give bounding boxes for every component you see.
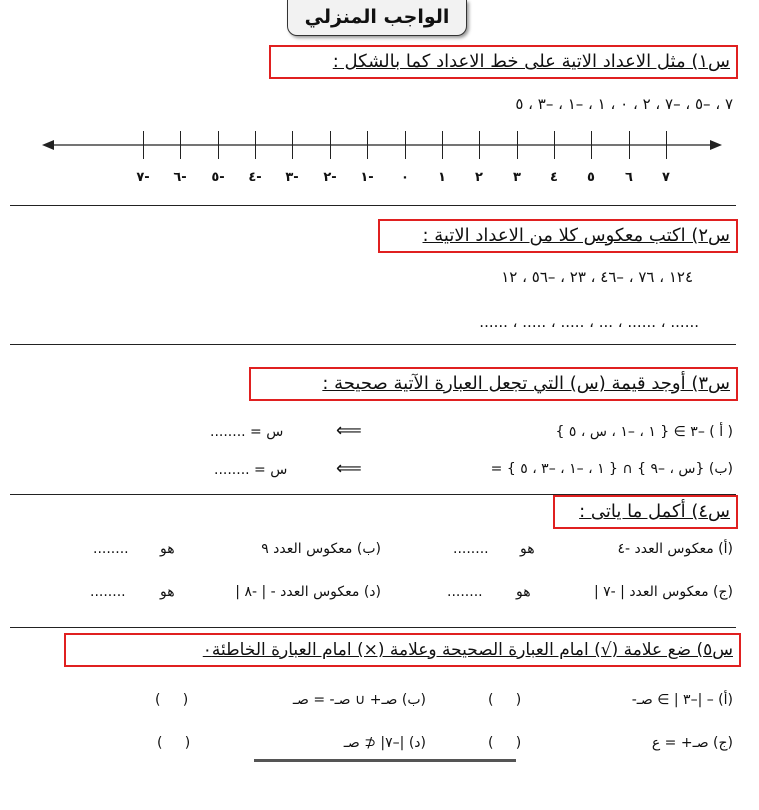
question-5-part-d: (د) |–٧| ⊄ صـ [343,735,426,751]
number-line-label: ٤ [550,170,558,185]
question-4-part-c: (ج) معكوس العدد | -٧ | [593,584,733,600]
question-3-heading: س٣) أوجد قيمة (س) التي تجعل العبارة الآتية صحيحة : [249,367,738,401]
question-3-part-b: (ب) {س ، –٩ } ∩ { ١ ، –١ ، –٣ ، ٥ } = [490,461,733,477]
long-left-arrow-icon: ⟸ [336,420,362,441]
question-3-part-a: ( أ ) –٣ ∋ { ١ ، –١ ، س ، ٥ } [555,424,733,440]
question-5-part-b: (ب) صـ+ ∪ صـ- = صـ [292,692,426,708]
question-5-part-b-answer-box[interactable]: ( ) [155,692,189,708]
number-line-tick [517,131,518,159]
number-line-label: ٦ [625,170,633,185]
number-line-tick [405,131,406,159]
number-line-tick [255,131,256,159]
question-5-part-d-answer-box[interactable]: ( ) [157,735,191,751]
number-line-tick [554,131,555,159]
number-line [0,0,759,200]
question-4-part-d-word: هو [160,584,175,600]
question-4-part-c-blank: ........ [447,584,483,600]
number-line-label: ٤- [248,170,262,185]
number-line-tick [292,131,293,159]
scroll-indicator [254,759,516,762]
number-line-tick [666,131,667,159]
right-arrow-icon [710,140,722,150]
question-4-part-b-blank: ........ [93,541,129,557]
question-3-part-b-answer: س = ........ [214,462,288,478]
divider [10,205,736,206]
question-4-part-d-blank: ........ [90,584,126,600]
question-5-part-a: (أ) – |–٣ | ∋ صـ- [631,692,733,708]
number-line-label: ٥- [211,170,225,185]
long-left-arrow-icon: ⟸ [336,458,362,479]
divider [10,344,736,345]
question-4-part-a: (أ) معكوس العدد -٤ [617,541,733,557]
number-line-tick [442,131,443,159]
number-line-tick [143,131,144,159]
number-line-tick [330,131,331,159]
question-5-heading: س٥) ضع علامة (√) امام العبارة الصحيحة وعلامة (×) امام العبارة الخاطئة٠ [64,633,741,667]
number-line-tick [367,131,368,159]
number-line-label: ٣- [285,170,299,185]
question-4-part-a-blank: ........ [453,541,489,557]
divider [10,627,736,628]
number-line-label: ١- [360,170,374,185]
number-line-label: ٣ [513,170,521,185]
question-2-heading: س٢) اكتب معكوس كلا من الاعداد الاتية : [378,219,738,253]
question-4-part-d: (د) معكوس العدد - | -٨ | [235,584,381,600]
number-line-tick [180,131,181,159]
question-4-part-b-word: هو [160,541,175,557]
number-line-label: ٥ [587,170,595,185]
number-line-tick [591,131,592,159]
number-line-label: ٧ [662,170,670,185]
number-line-label: ٢ [475,170,483,185]
number-line-label: ٢- [323,170,337,185]
question-2-numbers: ١٢٤ ، ٧٦ ، –٤٦ ، ٢٣ ، –٥٦ ، ١٢ [501,268,693,286]
number-line-label: ١ [438,170,446,185]
page-title: الواجب المنزلي [287,0,467,36]
number-line-label: ٦- [173,170,187,185]
question-5-part-c-answer-box[interactable]: ( ) [488,735,522,751]
question-5-part-c: (ج) صـ+ = ع [651,735,733,751]
question-4-part-a-word: هو [520,541,535,557]
question-2-answer-blanks: ...... ، ..... ، ..... ، ... ، ...... ، ...... [479,313,699,331]
number-line-tick [218,131,219,159]
left-arrow-icon [42,140,54,150]
question-1-numbers: ٧ ، –٥ ، –٧ ، ٢ ، ٠ ، ١ ، –١ ، –٣ ، ٥ [515,95,733,113]
question-4-heading: س٤) أكمل ما ياتى : [553,495,738,529]
number-line-tick [629,131,630,159]
number-line-label: ٧- [136,170,150,185]
question-4-part-b: (ب) معكوس العدد ٩ [261,541,381,557]
number-line-tick [479,131,480,159]
question-5-part-a-answer-box[interactable]: ( ) [488,692,522,708]
question-3-part-a-answer: س = ........ [210,424,284,440]
question-4-part-c-word: هو [516,584,531,600]
question-1-heading: س١) مثل الاعداد الاتية على خط الاعداد كما بالشكل : [269,45,738,79]
number-line-label: ٠ [401,170,409,185]
